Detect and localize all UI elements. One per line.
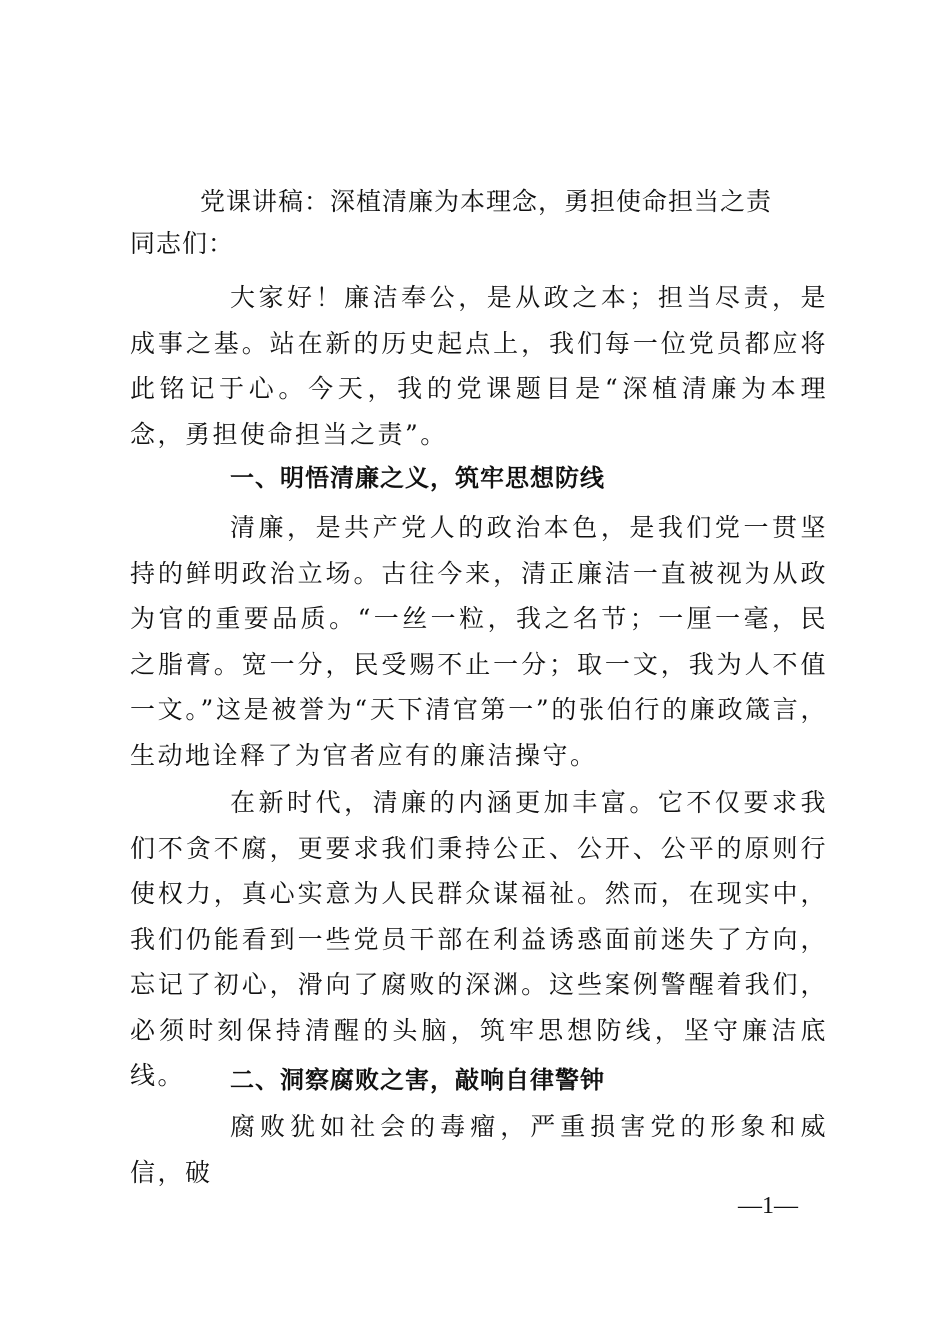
salutation: 同志们： — [130, 229, 235, 258]
section-heading-2: 二、洞察腐败之害，敲响自律警钟 — [230, 1066, 605, 1094]
paragraph-section-1-a: 清廉，是共产党人的政治本色，是我们党一贯坚持的鲜明政治立场。古往今来，清正廉洁一直被视为从政为官的重要品质。“一丝一粒，我之名节；一厘一毫，民之脂膏。宽一分，民受赐不止一分；取一文，我为人不值一文。”这是被誉为“天下清官第一”的张伯行的廉政箴言，生动地诠释了为官者应有的廉洁操守。 — [130, 513, 828, 770]
page-number: —1— — [738, 1193, 798, 1219]
paragraph-intro: 大家好！廉洁奉公，是从政之本；担当尽责，是成事之基。站在新的历史起点上，我们每一位党员都应将此铭记于心。今天，我的党课题目是“深植清廉为本理念，勇担使命担当之责”。 — [130, 283, 828, 449]
paragraph-section-2-a: 腐败犹如社会的毒瘤，严重损害党的形象和威信，破 — [130, 1112, 828, 1187]
paragraph-section-1-b: 在新时代，清廉的内涵更加丰富。它不仅要求我们不贪不腐，更要求我们秉持公正、公开、公平的原则行使权力，真心实意为人民群众谋福祉。然而，在现实中，我们仍能看到一些党员干部在利益诱惑面前迷失了方向，忘记了初心，滑向了腐败的深渊。这些案例警醒着我们，必须时刻保持清醒的头脑，筑牢思想防线，坚守廉洁底线。 — [130, 788, 828, 1090]
section-heading-1: 一、明悟清廉之义，筑牢思想防线 — [230, 464, 605, 492]
document-title: 党课讲稿：深植清廉为本理念，勇担使命担当之责 — [200, 187, 773, 216]
